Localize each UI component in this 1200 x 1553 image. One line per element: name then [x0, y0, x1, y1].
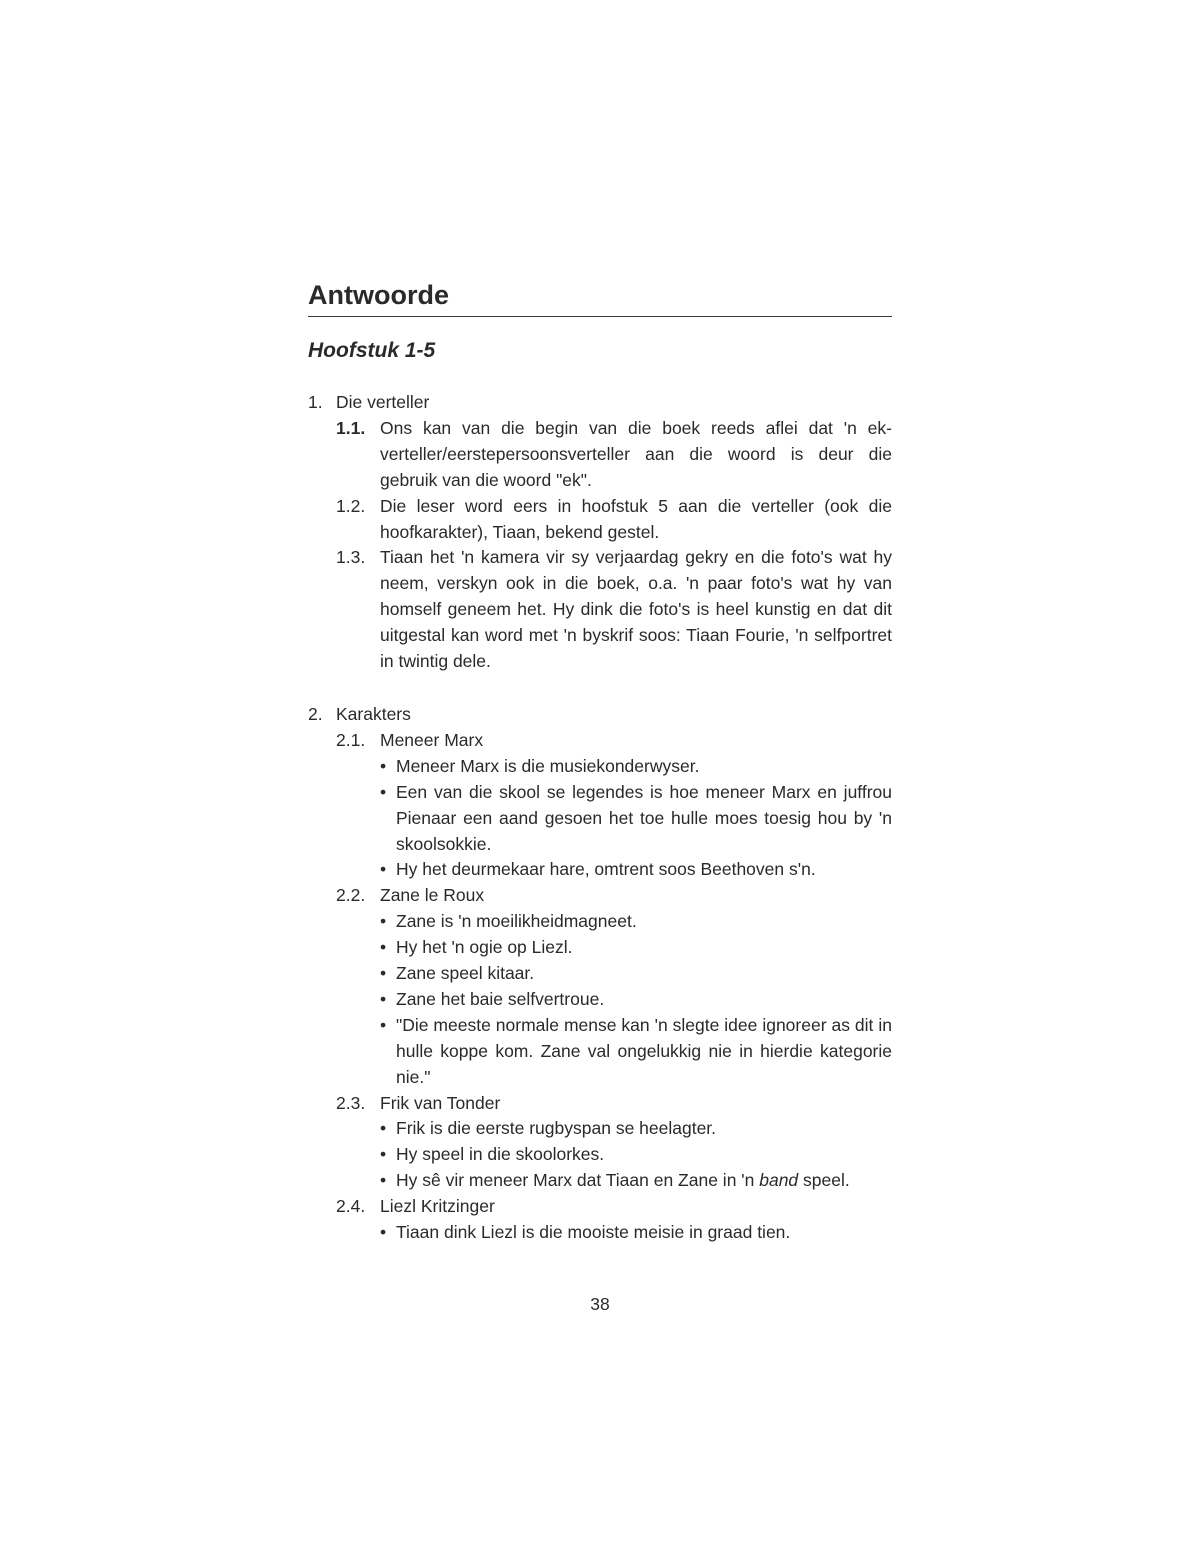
section-heading: Die verteller	[336, 392, 430, 412]
list-item	[380, 1168, 892, 1194]
list-item	[380, 961, 892, 987]
section-heading-row	[308, 702, 892, 728]
bullet-icon: •	[380, 963, 387, 984]
list-item	[380, 1116, 892, 1142]
bullet-text: Frik is die eerste rugbyspan se heelagter.	[396, 1118, 717, 1139]
subsection-number: 1.2.	[336, 495, 366, 516]
italic-word: band	[759, 1170, 799, 1191]
bullet-icon: •	[380, 1222, 387, 1243]
section-die-verteller	[308, 390, 892, 675]
page-content	[308, 272, 892, 1246]
subsection-number: 2.1.	[336, 729, 366, 750]
subsection-text: Die leser word eers in hoofstuk 5 aan die verteller (ook die hoofkarakter), Tiaan, bekend gestel.	[380, 495, 892, 542]
list-item	[380, 1142, 892, 1168]
subsection-1-2	[308, 494, 892, 546]
list-item	[380, 780, 892, 858]
subsection-text: Tiaan het 'n kamera vir sy verjaardag gekry en die foto's wat hy neem, verskyn ook in die boek, o.a. 'n paar foto's wat hy van homself geneem het. Hy dink die foto's is heel kunstig en dat dit uitgestal kan word met 'n byskrif soos: Tiaan Fourie, 'n selfportret in twintig dele.	[380, 547, 892, 672]
subsection-number: 2.2.	[336, 885, 366, 906]
list-item	[380, 1220, 892, 1246]
character-name: Zane le Roux	[380, 885, 485, 906]
bullet-text: Zane het baie selfvertroue.	[396, 988, 605, 1009]
character-name: Frik van Tonder	[380, 1092, 501, 1113]
page-title: Antwoorde	[308, 272, 892, 317]
subsection-2-4	[308, 1194, 892, 1220]
subsection-2-1	[308, 728, 892, 754]
section-number: 1.	[308, 392, 323, 412]
bullet-icon: •	[380, 1170, 387, 1191]
list-item	[380, 935, 892, 961]
subsection-number: 2.4.	[336, 1196, 366, 1217]
bullet-text: Hy het 'n ogie op Liezl.	[396, 937, 573, 958]
bullet-list	[308, 1220, 892, 1246]
subsection-text: Ons kan van die begin van die boek reeds aflei dat 'n ek-verteller/eerstepersoonsverteller aan die woord is deur die gebruik van die woord "ek".	[380, 417, 892, 490]
bullet-text	[396, 1168, 892, 1194]
bullet-icon: •	[380, 859, 387, 880]
bullet-text: Een van die skool se legendes is hoe meneer Marx en juffrou Pienaar een aand gesoen het toe hulle moes toesig hou by 'n skoolsokkie.	[396, 781, 892, 854]
list-item	[380, 857, 892, 883]
bullet-list	[308, 909, 892, 1090]
subsection-number: 1.1.	[336, 417, 366, 438]
bullet-text: Zane speel kitaar.	[396, 963, 535, 984]
list-item	[380, 754, 892, 780]
bullet-text-part: speel.	[798, 1170, 850, 1191]
subsection-2-2	[308, 883, 892, 909]
bullet-text: Tiaan dink Liezl is die mooiste meisie in graad tien.	[396, 1222, 791, 1243]
character-name: Meneer Marx	[380, 729, 484, 750]
list-item	[380, 1013, 892, 1091]
section-heading: Karakters	[336, 703, 411, 724]
bullet-text: Hy het deurmekaar hare, omtrent soos Beethoven s'n.	[396, 859, 816, 880]
bullet-list	[308, 754, 892, 884]
bullet-icon: •	[380, 1118, 387, 1139]
bullet-icon: •	[380, 1144, 387, 1165]
list-item	[380, 987, 892, 1013]
bullet-icon: •	[380, 781, 387, 802]
bullet-text: Meneer Marx is die musiekonderwyser.	[396, 755, 700, 776]
section-heading-row	[308, 390, 892, 416]
page-number: 38	[590, 1294, 610, 1314]
section-karakters	[308, 702, 892, 1246]
bullet-icon: •	[380, 911, 387, 932]
subsection-1-1	[308, 416, 892, 494]
bullet-icon: •	[380, 755, 387, 776]
bullet-list	[308, 1116, 892, 1194]
bullet-text: "Die meeste normale mense kan 'n slegte idee ignoreer as dit in hulle koppe kom. Zane val ongelukkig nie in hierdie kategorie nie."	[396, 1014, 892, 1087]
bullet-text: Hy speel in die skoolorkes.	[396, 1144, 605, 1165]
section-number: 2.	[308, 703, 323, 724]
bullet-text: Zane is 'n moeilikheidmagneet.	[396, 911, 637, 932]
character-name: Liezl Kritzinger	[380, 1196, 495, 1217]
bullet-icon: •	[380, 1014, 387, 1035]
subsection-2-3	[308, 1091, 892, 1117]
subsection-number: 2.3.	[336, 1092, 366, 1113]
subsection-number: 1.3.	[336, 547, 366, 568]
bullet-text-part: Hy sê vir meneer Marx dat Tiaan en Zane in 'n	[396, 1170, 760, 1191]
subsection-1-3	[308, 545, 892, 675]
bullet-icon: •	[380, 988, 387, 1009]
bullet-icon: •	[380, 937, 387, 958]
list-item	[380, 909, 892, 935]
chapter-subtitle: Hoofstuk 1-5	[308, 339, 436, 362]
